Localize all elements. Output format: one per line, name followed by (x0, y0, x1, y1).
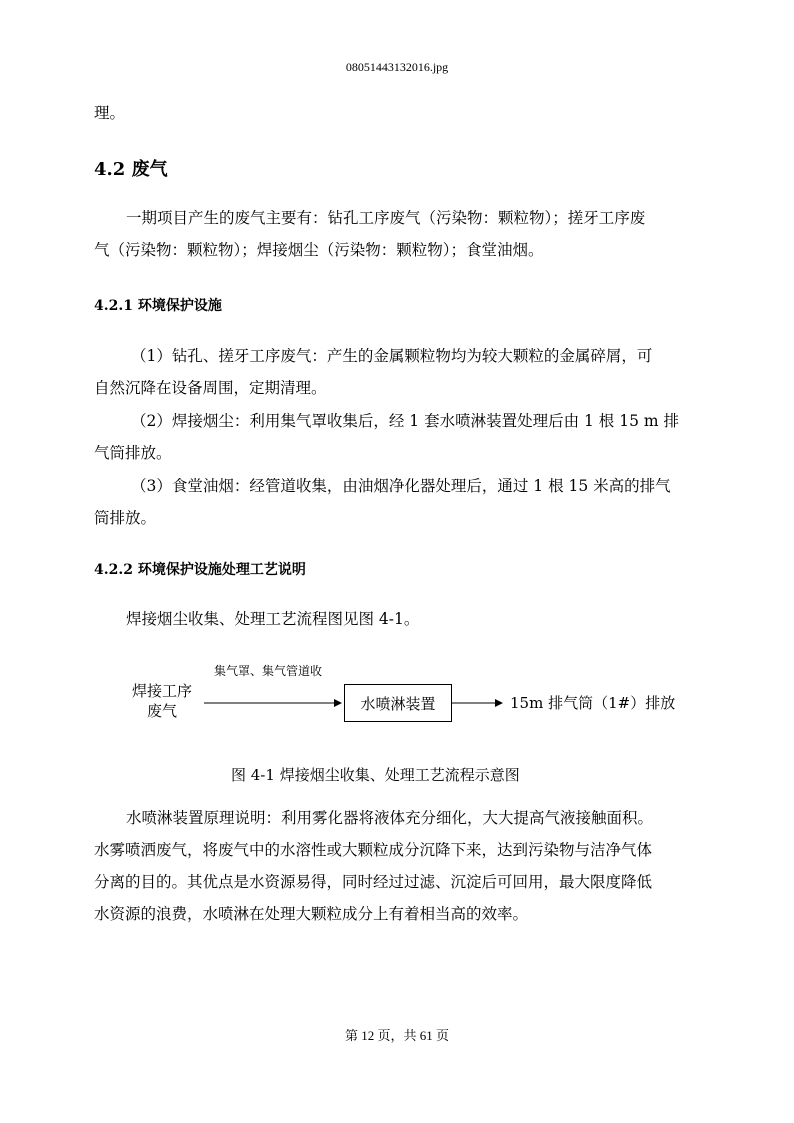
flow-output-label: 15m 排气筒（1#）排放 (510, 694, 676, 712)
item-1-line-1: （1）钻孔、搓牙工序废气：产生的金属颗粒物均为较大颗粒的金属碎屑，可 (131, 347, 653, 365)
flow-process-box (344, 684, 452, 722)
item-1-line-2: 自然沉降在设备周围，定期清理。 (94, 379, 327, 397)
flow-source-line-1: 焊接工序 (131, 682, 192, 700)
principle-line-3: 分离的目的。其优点是水资源易得，同时经过过滤、沉淀后可回用，最大限度降低 (94, 873, 653, 891)
flow-process-box-label: 水喷淋装置 (360, 694, 436, 713)
page-header-filename: 08051443132016.jpg (345, 60, 449, 74)
flow-source-node (120, 681, 204, 721)
principle-line-1: 水喷淋装置原理说明：利用雾化器将液体充分细化，大大提高气液接触面积。 (126, 809, 654, 827)
page-footer-number: 第 12 页，共 61 页 (344, 1028, 449, 1043)
section-paragraph-line-1: 一期项目产生的废气主要有：钻孔工序废气（污染物：颗粒物）；搓牙工序废 (126, 209, 646, 227)
section-paragraph-line-2: 气（污染物：颗粒物）；焊接烟尘（污染物：颗粒物）；食堂油烟。 (94, 241, 544, 259)
subsection-intro-text: 焊接烟尘收集、处理工艺流程图见图 4-1。 (126, 610, 420, 628)
intro-tail-text: 理。 (94, 104, 126, 122)
section-title: 4.2 废气 (94, 159, 168, 180)
figure-caption: 图 4-1 焊接烟尘收集、处理工艺流程示意图 (231, 766, 520, 784)
flow-source-line-2: 废气 (146, 702, 177, 720)
item-3-line-1: （3）食堂油烟：经管道收集，由油烟净化器处理后，通过 1 根 15 米高的排气 (131, 477, 671, 495)
item-2-line-1: （2）焊接烟尘：利用集气罩收集后，经 1 套水喷淋装置处理后由 1 根 15 m 排 (131, 412, 679, 430)
principle-line-2: 水雾喷洒废气，将废气中的水溶性或大颗粒成分沉降下来，达到污染物与洁净气体 (94, 841, 653, 859)
flow-arrow-label: 集气罩、集气管道收 (214, 664, 323, 678)
principle-line-4: 水资源的浪费，水喷淋在处理大颗粒成分上有着相当高的效率。 (94, 905, 529, 923)
subsection-title-process: 4.2.2 环境保护设施处理工艺说明 (94, 562, 306, 578)
item-2-line-2: 气筒排放。 (94, 444, 172, 462)
item-3-line-2: 筒排放。 (94, 509, 157, 527)
subsection-title-facilities: 4.2.1 环境保护设施 (94, 298, 222, 314)
